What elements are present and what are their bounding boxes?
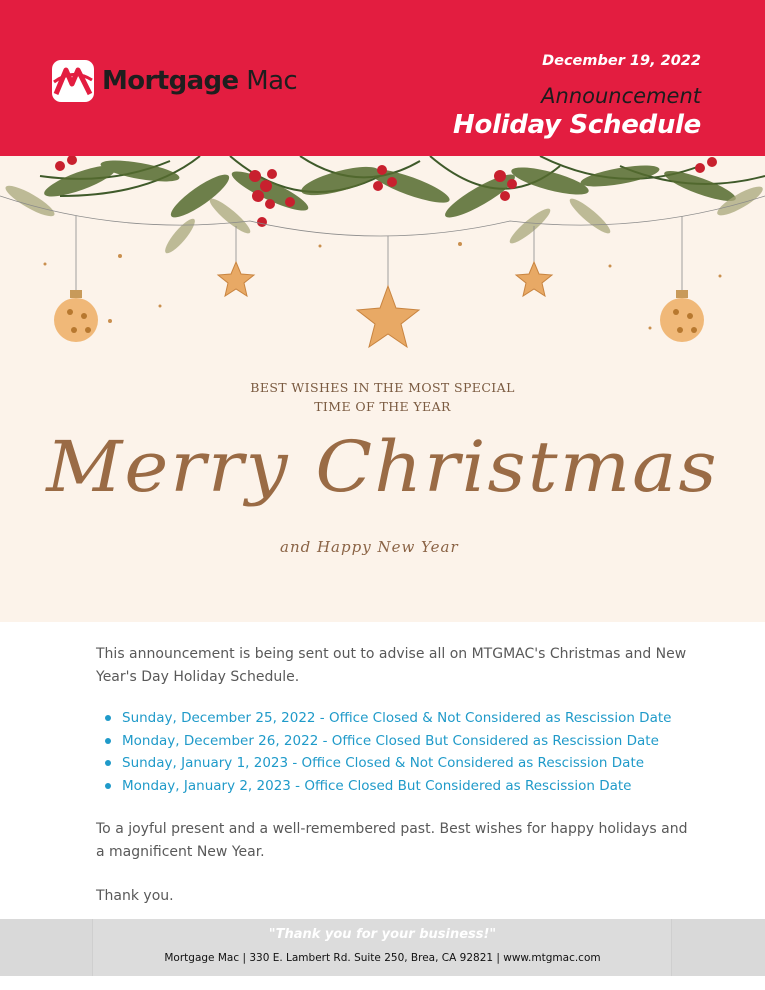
mortgage-mac-logo-icon — [52, 60, 94, 102]
schedule-text: Monday, January 2, 2023 - Office Closed But Considered as Rescission Date — [122, 777, 632, 794]
merry-christmas-script: Merry Christmas — [46, 426, 719, 508]
footer — [0, 919, 765, 976]
intro-paragraph: This announcement is being sent out to advise all on MTGMAC's Christmas and New Year's Day Holiday Schedule. — [96, 646, 687, 685]
bullet-icon — [105, 760, 111, 766]
announcement-date: December 19, 2022 — [542, 53, 701, 69]
list-item — [96, 752, 696, 775]
list-item — [96, 775, 696, 798]
wishes-line-2: TIME OF THE YEAR — [314, 399, 451, 414]
logo-wordmark — [102, 66, 297, 96]
thank-you-line: Thank you. — [96, 888, 174, 904]
bullet-icon — [105, 715, 111, 721]
happy-new-year-script: and Happy New Year — [280, 538, 459, 556]
header-banner — [0, 0, 765, 156]
bullet-icon — [105, 738, 111, 744]
schedule-text: Monday, December 26, 2022 - Office Closed But Considered as Rescission Date — [122, 732, 659, 749]
christmas-banner — [0, 156, 765, 622]
schedule-text: Sunday, December 25, 2022 - Office Closed & Not Considered as Rescission Date — [122, 710, 672, 726]
list-item — [96, 707, 696, 730]
bullet-icon — [105, 783, 111, 789]
company-logo — [52, 60, 297, 102]
wishes-line-1: BEST WISHES IN THE MOST SPECIAL — [250, 380, 515, 395]
announcement-body — [96, 643, 696, 908]
logo-brand-light: Mac — [246, 66, 298, 96]
page-title: Holiday Schedule — [453, 110, 701, 140]
holiday-schedule-list — [96, 707, 696, 797]
footer-address: Mortgage Mac | 330 E. Lambert Rd. Suite 250, Brea, CA 92821 | www.mtgmac.com — [164, 952, 601, 964]
announcement-label: Announcement — [541, 84, 701, 108]
schedule-text: Sunday, January 1, 2023 - Office Closed & Not Considered as Rescission Date — [122, 755, 645, 771]
list-item — [96, 730, 696, 753]
footer-quote: "Thank you for your business!" — [268, 927, 497, 942]
closing-paragraph: To a joyful present and a well-remembered past. Best wishes for happy holidays and a magnificent New Year. — [96, 821, 688, 860]
logo-brand-bold: Mortgage — [102, 66, 239, 96]
